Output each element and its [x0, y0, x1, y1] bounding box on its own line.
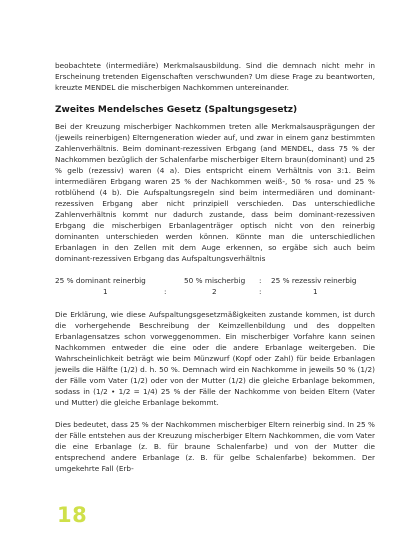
page-number: 18 [57, 503, 88, 527]
ratio-value-recessive: 1 [313, 287, 318, 296]
body-paragraph-1: Bei der Kreuzung mischerbiger Nachkommen treten alle Merkmalsausprägungen der (jeweils reinerbigen) Elterngeneration wieder auf, und zwar in einem ganz bestimmten Zahlenverhältnis. Beim dominant-rezessiven Erbgang (and MENDEL, dass 75 % der Nachkommen bezüglich der Schalenfarbe mischerbiger Eltern braun(dominant) und 25 % gelb (rezessiv) waren (4 a). Dies entspricht einem Verhältnis von 3:1. Beim intermediären Erbgang waren 25 % der Nachkommen weiß-, 50 % rosa- und 25 % rotblühend (4 b). Die Aufspaltungsregeln sind beim intermediären und dominant-rezessiven Erbgang aber nicht prinzipiell verschieden. Das unterschiedliche Zahlenverhältnis kommt nur dadurch zustande, dass beim dominant-rezessiven Erbgang die mischerbigen Erbanlagenträger optisch nicht von den reinerbig dominanten unterschieden werden können. Könnte man die unterschiedlichen Erbanlagen in den Zellen mit dem Auge erkennen, so ergäbe sich auch beim dominant-rezessiven Erbgang das Aufspaltungsverhältnis [55, 122, 375, 263]
ratio-block [55, 275, 375, 297]
ratio-separator: : [259, 287, 262, 296]
body-paragraph-2: Die Erklärung, wie diese Aufspaltungsgesetzmäßigkeiten zustande kommen, ist durch die vorhergehende Beschreibung der Keimzellenbildung und des doppelten Erbanlagensatzes schon vorweggenommen. Ein mischerbiger Vorfahre kann seinen Nachkommen entweder die eine oder die andere Erbanlage weitergeben. Die Wahrscheinlichkeit beträgt wie beim Münzwurf (Kopf oder Zahl) für beide Erbanlagen jeweils die Hälfte (1/2) d. h. 50 %. Demnach wird ein Nachkomme in jeweils 50 % (1/2) der Fälle vom Vater (1/2) oder von der Mutter (1/2) die gleiche Erbanlage bekommen, sodass in (1/2 • 1/2 = 1/4) 25 % der Fälle der Nachkomme von beiden Eltern (Vater und Mutter) die gleiche Erbanlage bekommt. [55, 310, 375, 407]
ratio-values-row [55, 286, 375, 297]
body-paragraph-3: Dies bedeutet, dass 25 % der Nachkommen mischerbiger Eltern reinerbig sind. In 25 % der Fälle entstehen aus der Kreuzung mischerbiger Eltern Nachkommen, die vom Vater die eine Erbanlage (z. B. für braune Schalenfarbe) und von der Mutter die entsprechend andere Erbanlage (z. B. für gelbe Schalenfarbe) bekommen. Der umgekehrte Fall (Erb- [55, 420, 375, 473]
intro-paragraph: beobachtete (intermediäre) Merkmalsausbildung. Sind die demnach nicht mehr in Erscheinung tretenden Eigenschaften verschwunden? Um diese Frage zu beantworten, kreuzte MENDEL die mischerbigen Nachkommen untereinander. [55, 61, 375, 92]
ratio-label-mixed: 50 % mischerbig [184, 276, 246, 285]
ratio-labels-row [55, 275, 375, 286]
page-content [55, 60, 375, 474]
section-heading: Zweites Mendelsches Gesetz (Spaltungsgesetz) [55, 105, 298, 115]
ratio-label-dominant: 25 % dominant reinerbig [55, 276, 146, 285]
ratio-label-recessive: 25 % rezessiv reinerbig [271, 276, 357, 285]
ratio-value-dominant: 1 [103, 287, 108, 296]
ratio-separator: : [259, 276, 262, 285]
ratio-value-mixed: 2 [212, 287, 217, 296]
ratio-separator: : [164, 287, 167, 296]
